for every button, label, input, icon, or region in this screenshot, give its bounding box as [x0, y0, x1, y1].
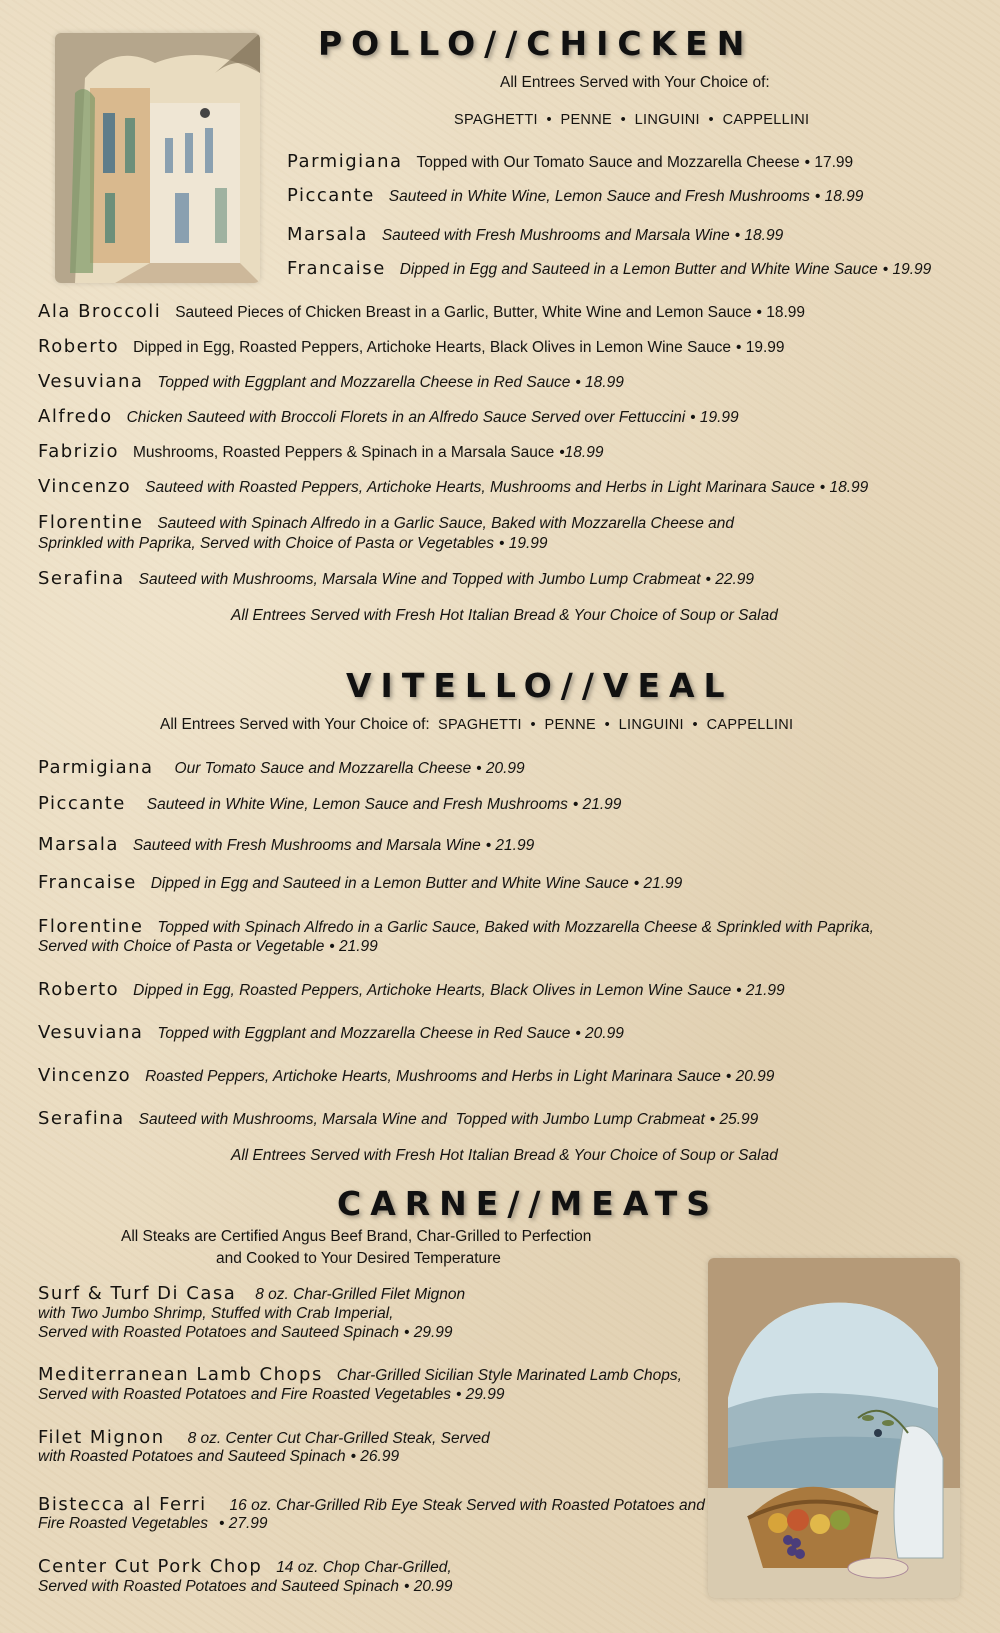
- meat-item-continued: with Two Jumbo Shrimp, Stuffed with Crab Imperial,: [38, 1305, 394, 1322]
- dish-description: Sauteed in White Wine, Lemon Sauce and Fresh Mushrooms: [388, 188, 810, 205]
- dish-name: Bistecca al Ferri: [38, 1494, 207, 1515]
- dish-description: Our Tomato Sauce and Mozzarella Cheese: [174, 760, 472, 777]
- veal-item: [38, 1109, 758, 1129]
- dish-name: Marsala: [38, 834, 119, 855]
- dish-price: • 29.99: [455, 1386, 505, 1403]
- veal-item: [38, 1023, 624, 1043]
- dish-description: Sauteed with Fresh Mushrooms and Marsala Wine: [381, 227, 730, 244]
- dish-name: Roberto: [38, 336, 120, 357]
- veal-item: [38, 794, 621, 814]
- veal-choice-line: [160, 716, 793, 734]
- dish-price: • 19.99: [499, 535, 548, 552]
- dish-name: Mediterranean Lamb Chops: [38, 1364, 323, 1385]
- dish-price: • 19.99: [882, 261, 932, 278]
- chicken-item: [38, 477, 868, 497]
- meat-item: [38, 1428, 490, 1448]
- dish-price: • 21.99: [736, 982, 785, 999]
- dish-name: Alfredo: [38, 406, 113, 427]
- dish-description: Mushrooms, Roasted Peppers & Spinach in a Marsala Sauce: [132, 444, 555, 461]
- dish-description: Chicken Sauteed with Broccoli Florets in an Alfredo Sauce Served over Fettuccini: [126, 409, 686, 426]
- dish-price: • 20.99: [725, 1068, 775, 1085]
- chicken-item: [38, 302, 805, 322]
- meat-item: [38, 1495, 705, 1515]
- dish-description: Sauteed in White Wine, Lemon Sauce and Fresh Mushrooms: [146, 796, 568, 813]
- meat-item: [38, 1557, 452, 1577]
- dish-name: Ala Broccoli: [38, 301, 162, 322]
- dish-name: Surf & Turf Di Casa: [38, 1283, 237, 1304]
- meat-item-continued: [38, 1577, 453, 1596]
- dish-description: Dipped in Egg and Sauteed in a Lemon Butter and White Wine Sauce: [150, 875, 629, 892]
- dish-description: Served with Roasted Potatoes and Sauteed Spinach: [38, 1324, 400, 1341]
- dish-name: Vincenzo: [38, 476, 132, 497]
- meats-section-title: CARNE//MEATS: [337, 1184, 720, 1223]
- dish-description: Sauteed with Mushrooms, Marsala Wine and Topped with Jumbo Lump Crabmeat: [138, 1111, 705, 1128]
- veal-section-title: VITELLO//VEAL: [346, 666, 734, 705]
- dish-name: Parmigiana: [38, 757, 154, 778]
- dish-price: • 29.99: [404, 1324, 453, 1341]
- veal-item: [38, 917, 874, 937]
- dish-name: Piccante: [287, 185, 375, 206]
- dish-price: • 20.99: [476, 760, 525, 777]
- dish-description: Roasted Peppers, Artichoke Hearts, Mushrooms and Herbs in Light Marinara Sauce: [145, 1068, 721, 1085]
- dish-price: • 18.99: [756, 304, 806, 321]
- meats-note-line1: All Steaks are Certified Angus Beef Brand, Char-Grilled to Perfection: [121, 1228, 592, 1245]
- dish-name: Florentine: [38, 916, 144, 937]
- chicken-item: [287, 186, 863, 206]
- dish-price: • 18.99: [819, 479, 869, 496]
- dish-name: Vincenzo: [38, 1065, 132, 1086]
- dish-description: Topped with Eggplant and Mozzarella Cheese in Red Sauce: [157, 1025, 571, 1042]
- chicken-item: [38, 372, 624, 392]
- chicken-item: [38, 407, 739, 427]
- dish-description: Topped with Our Tomato Sauce and Mozzarella Cheese: [416, 154, 800, 171]
- dish-price: • 26.99: [350, 1448, 400, 1465]
- dish-description: 14 oz. Chop Char-Grilled,: [276, 1559, 452, 1576]
- chicken-item: [38, 569, 754, 589]
- dish-description: Fire Roasted Vegetables: [38, 1515, 209, 1532]
- dish-price: • 20.99: [575, 1025, 624, 1042]
- dish-name: Serafina: [38, 1108, 125, 1129]
- chicken-section-title: POLLO//CHICKEN: [318, 24, 754, 63]
- dish-price: • 18.99: [734, 227, 784, 244]
- dish-description: 8 oz. Center Cut Char-Grilled Steak, Served: [187, 1430, 490, 1447]
- dish-price: • 20.99: [404, 1578, 453, 1595]
- dish-description: Dipped in Egg and Sauteed in a Lemon Butter and White Wine Sauce: [399, 261, 878, 278]
- chicken-item-continued: [38, 534, 548, 553]
- dish-description: Served with Roasted Potatoes and Fire Roasted Vegetables: [38, 1386, 452, 1403]
- dish-description: 16 oz. Char-Grilled Rib Eye Steak Served with Roasted Potatoes and: [229, 1497, 705, 1514]
- chicken-item: [38, 442, 603, 462]
- dish-description: 8 oz. Char-Grilled Filet Mignon: [255, 1286, 466, 1303]
- veal-pasta-options: SPAGHETTI • PENNE • LINGUINI • CAPPELLINI: [438, 717, 794, 733]
- chicken-pasta-options: SPAGHETTI • PENNE • LINGUINI • CAPPELLINI: [454, 112, 810, 128]
- dish-name: Francaise: [38, 872, 137, 893]
- veal-item: [38, 758, 525, 778]
- dish-name: Vesuviana: [38, 371, 144, 392]
- dish-price: • 22.99: [705, 571, 754, 588]
- dish-description: Sauteed Pieces of Chicken Breast in a Garlic, Butter, White Wine and Lemon Sauce: [175, 304, 752, 321]
- dish-name: Serafina: [38, 568, 125, 589]
- meat-item-continued: [38, 1447, 399, 1466]
- dish-name: Roberto: [38, 979, 120, 1000]
- dish-description: Char-Grilled Sicilian Style Marinated Lamb Chops,: [336, 1367, 682, 1384]
- veal-item: [38, 873, 682, 893]
- dish-name: Center Cut Pork Chop: [38, 1556, 263, 1577]
- chicken-item: [287, 225, 783, 245]
- dish-name: Florentine: [38, 512, 144, 533]
- dish-price: •18.99: [559, 444, 604, 461]
- dish-price: • 21.99: [485, 837, 535, 854]
- street-painting: [55, 33, 260, 283]
- chicken-item: [38, 337, 785, 357]
- veal-item: [38, 980, 785, 1000]
- dish-description: Sauteed with Spinach Alfredo in a Garlic Sauce, Baked with Mozzarella Cheese and: [157, 515, 735, 532]
- dish-price: • 21.99: [329, 938, 378, 955]
- chicken-choice-note: All Entrees Served with Your Choice of:: [500, 74, 770, 91]
- meat-item-continued: [38, 1323, 453, 1342]
- meat-item: [38, 1284, 465, 1304]
- meat-item-continued: [38, 1385, 504, 1404]
- dish-price: • 17.99: [804, 154, 854, 171]
- meat-item: [38, 1365, 682, 1385]
- dish-price: • 21.99: [633, 875, 683, 892]
- dish-name: Vesuviana: [38, 1022, 144, 1043]
- dish-price: • 21.99: [572, 796, 622, 813]
- chicken-item: [287, 259, 931, 279]
- dish-name: Filet Mignon: [38, 1427, 165, 1448]
- dish-price: • 18.99: [575, 374, 624, 391]
- dish-price: • 19.99: [735, 339, 785, 356]
- dish-price: • 19.99: [690, 409, 739, 426]
- dish-description: with Roasted Potatoes and Sauteed Spinach: [38, 1448, 346, 1465]
- dish-description: Sauteed with Roasted Peppers, Artichoke Hearts, Mushrooms and Herbs in Light Marinara Sauce: [145, 479, 815, 496]
- dish-description: Served with Roasted Potatoes and Sauteed Spinach: [38, 1578, 400, 1595]
- dish-name: Fabrizio: [38, 441, 120, 462]
- still-life-painting: [708, 1258, 960, 1598]
- veal-item: [38, 1066, 774, 1086]
- dish-description: Sprinkled with Paprika, Served with Choice of Pasta or Vegetables: [38, 535, 495, 552]
- meat-item-continued: [38, 1514, 268, 1533]
- veal-choice-note: All Entrees Served with Your Choice of:: [160, 716, 430, 733]
- veal-footer-note: All Entrees Served with Fresh Hot Italian Bread & Your Choice of Soup or Salad: [231, 1147, 778, 1164]
- dish-name: Parmigiana: [287, 151, 403, 172]
- veal-item: [38, 835, 534, 855]
- dish-description: Dipped in Egg, Roasted Peppers, Artichoke Hearts, Black Olives in Lemon Wine Sauce: [133, 982, 732, 999]
- dish-description: Dipped in Egg, Roasted Peppers, Artichoke Hearts, Black Olives in Lemon Wine Sauce: [133, 339, 732, 356]
- dish-name: Marsala: [287, 224, 368, 245]
- chicken-footer-note: All Entrees Served with Fresh Hot Italian Bread & Your Choice of Soup or Salad: [231, 607, 778, 624]
- dish-description: Served with Choice of Pasta or Vegetable: [38, 938, 325, 955]
- dish-price: • 18.99: [814, 188, 864, 205]
- dish-name: Piccante: [38, 793, 126, 814]
- dish-price: • 25.99: [709, 1111, 759, 1128]
- veal-item-continued: [38, 937, 378, 956]
- chicken-item: [287, 152, 853, 172]
- dish-name: Francaise: [287, 258, 386, 279]
- dish-description: Topped with Eggplant and Mozzarella Cheese in Red Sauce: [157, 374, 571, 391]
- dish-description: Sauteed with Fresh Mushrooms and Marsala Wine: [132, 837, 481, 854]
- meats-note-line2: and Cooked to Your Desired Temperature: [216, 1250, 501, 1267]
- dish-description: Sauteed with Mushrooms, Marsala Wine and Topped with Jumbo Lump Crabmeat: [138, 571, 701, 588]
- dish-price: • 27.99: [218, 1515, 268, 1532]
- dish-description: Topped with Spinach Alfredo in a Garlic Sauce, Baked with Mozzarella Cheese & Sprinkled with Paprika,: [157, 919, 874, 936]
- chicken-item: [38, 513, 734, 533]
